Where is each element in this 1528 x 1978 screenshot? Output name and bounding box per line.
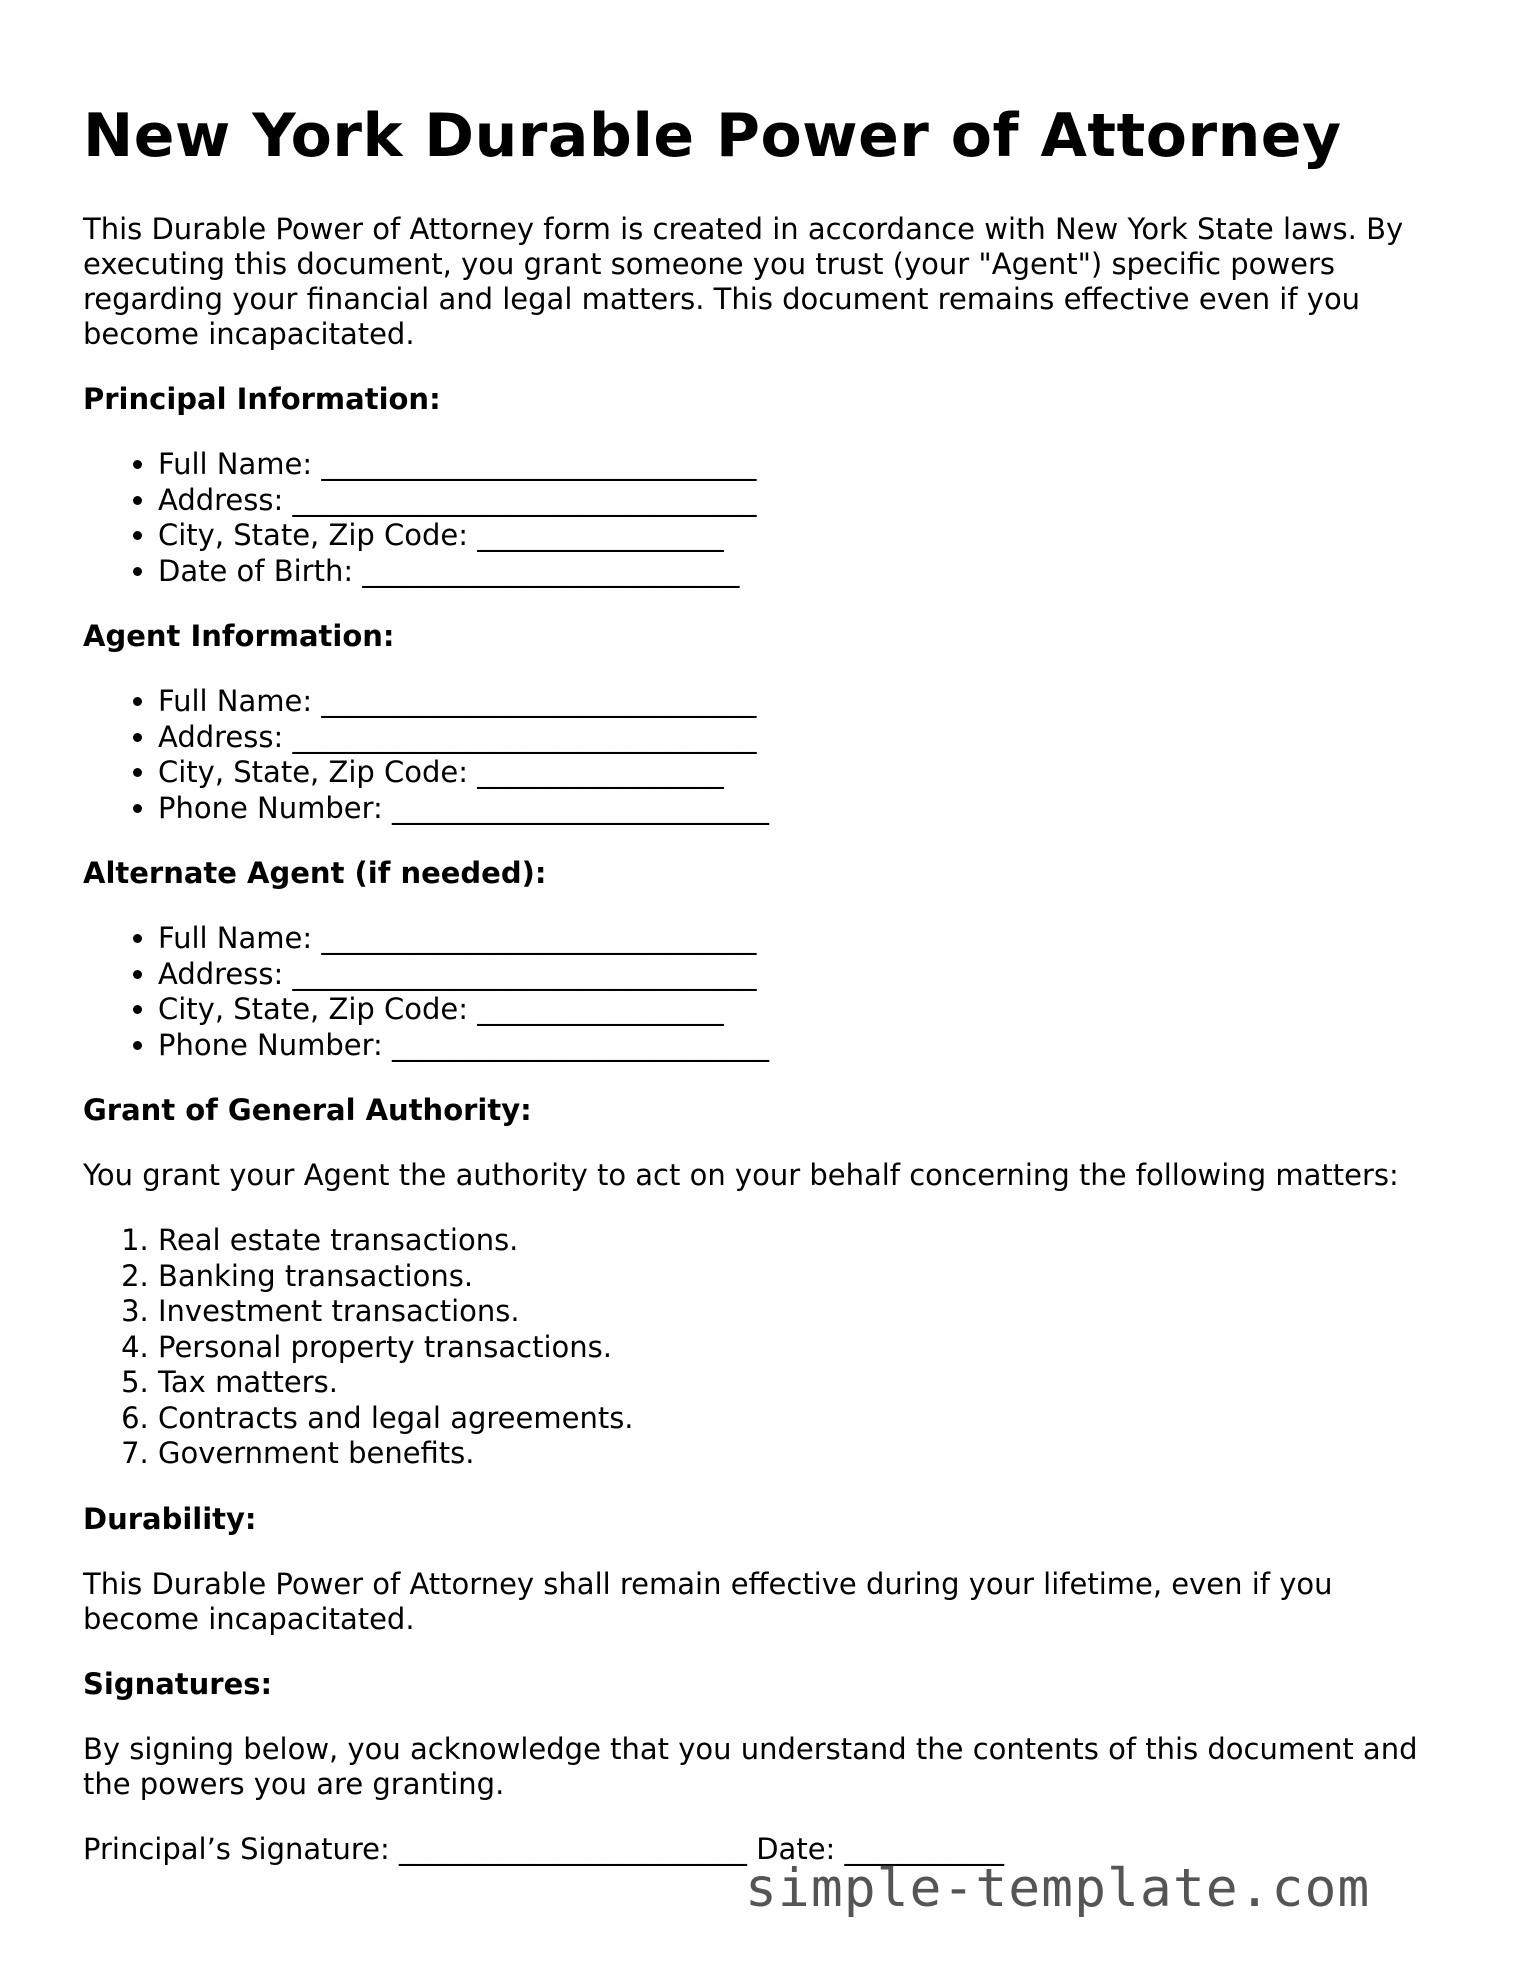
agent-address-field[interactable]: • Address: ________________________________ [158, 720, 1443, 756]
alternate-agent-heading: Alternate Agent (if needed): [83, 856, 547, 890]
principal-address-field[interactable]: • Address: ________________________________ [158, 483, 1443, 519]
grant-item: 3. Investment transactions. [158, 1294, 1443, 1330]
document-page [83, 100, 1443, 1867]
grant-item: 4. Personal property transactions. [158, 1330, 1443, 1366]
grant-item: 6. Contracts and legal agreements. [158, 1401, 1443, 1437]
durability-heading: Durability: [83, 1501, 257, 1536]
alternate-agent-city-state-zip-field[interactable]: • City, State, Zip Code: _________________ [158, 992, 1443, 1028]
agent-full-name-field[interactable]: • Full Name: ______________________________ [158, 684, 1443, 720]
principal-fields [83, 447, 1443, 589]
principal-city-state-zip-field[interactable]: • City, State, Zip Code: _________________ [158, 518, 1443, 554]
grant-item: 2. Banking transactions. [158, 1259, 1443, 1295]
alternate-agent-phone-field[interactable]: • Phone Number: __________________________ [158, 1028, 1443, 1064]
alternate-agent-fields [83, 921, 1443, 1063]
agent-phone-field[interactable]: • Phone Number: __________________________ [158, 791, 1443, 827]
agent-heading: Agent Information: [83, 619, 395, 653]
alternate-agent-address-field[interactable]: • Address: ________________________________ [158, 957, 1443, 993]
agent-fields [83, 684, 1443, 826]
watermark-text: simple-template.com [745, 1858, 1371, 1919]
durability-text: This Durable Power of Attorney shall remain effective during your lifetime, even if you become incapacitated. [83, 1566, 1333, 1636]
alternate-agent-full-name-field[interactable]: • Full Name: ______________________________ [158, 921, 1443, 957]
document-title: New York Durable Power of Attorney [83, 101, 1342, 171]
signatures-text: By signing below, you acknowledge that you understand the contents of this document and the powers you are granting. [83, 1731, 1418, 1801]
grant-heading: Grant of General Authority: [83, 1093, 532, 1127]
intro-paragraph: This Durable Power of Attorney form is created in accordance with New York State laws. By executing this document, you grant someone you trust (your "Agent") specific powers regarding your financial and legal matters. This document remains effective even if you become incapacitated. [83, 212, 1404, 351]
grant-text: You grant your Agent the authority to act on your behalf concerning the following matters: [83, 1158, 1399, 1192]
grant-item: 1. Real estate transactions. [158, 1223, 1443, 1259]
principal-heading: Principal Information: [83, 382, 441, 416]
grant-item: 7. Government benefits. [158, 1436, 1443, 1472]
grant-items [83, 1223, 1443, 1472]
grant-item: 5. Tax matters. [158, 1365, 1443, 1401]
signatures-heading: Signatures: [83, 1666, 273, 1701]
principal-dob-field[interactable]: • Date of Birth: __________________________ [158, 554, 1443, 590]
principal-full-name-field[interactable]: • Full Name: ______________________________ [158, 447, 1443, 483]
agent-city-state-zip-field[interactable]: • City, State, Zip Code: _________________ [158, 755, 1443, 791]
principal-signature-line[interactable]: Principal’s Signature: ________________________ Date: ___________ [83, 1831, 1005, 1866]
